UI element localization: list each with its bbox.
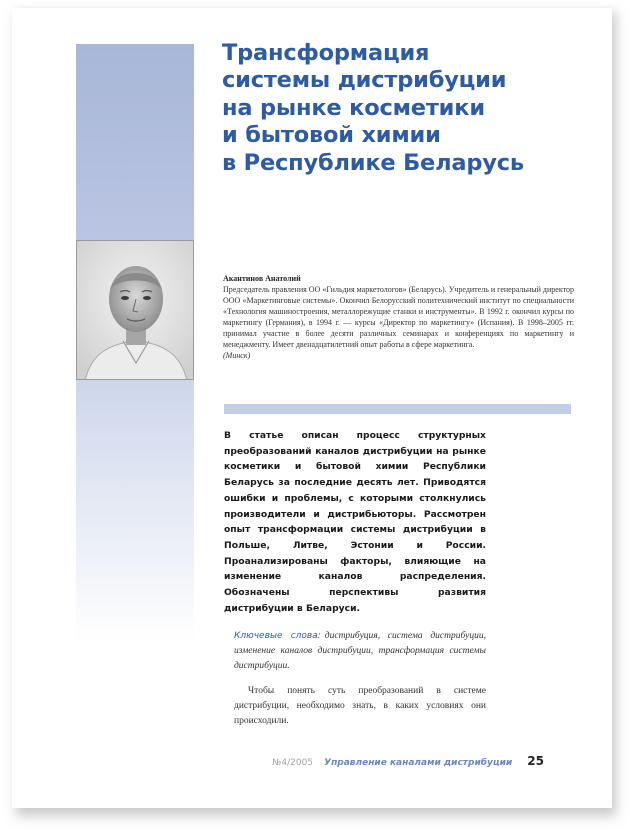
- page-footer: [272, 750, 572, 769]
- keywords-paragraph: [234, 629, 486, 674]
- author-bio: [223, 284, 574, 361]
- author-portrait-image: [77, 241, 194, 380]
- author-city: (Минск): [223, 351, 251, 360]
- abstract-accent-bar: [224, 404, 571, 414]
- magazine-page: [12, 8, 612, 808]
- body-paragraph: Чтобы понять суть преобразований в системе дистрибуции, необходимо знать, в каких условиях они происходили.: [234, 686, 486, 726]
- issue-number: №4/2005: [272, 758, 314, 768]
- author-name: Акантинов Анатолий: [223, 274, 301, 283]
- title-line: Трансформация: [222, 40, 430, 66]
- article-title: [222, 40, 602, 177]
- keywords-text: дистрибуция, система дистрибуции, изменение каналов дистрибуции, трансформация системы дистрибуции.: [234, 631, 486, 671]
- title-line: системы дистрибуции: [222, 67, 507, 94]
- article-abstract: В статье описан процесс структурных преобразований каналов дистрибуции на рынке косметики и бытовой химии Республики Беларусь за последние десять лет. Приводятся ошибки и проблемы, с которыми столкнулись производители и дистрибьюторы. Рассмотрен опыт трансформации системы дистрибуции в Польше, Литве, Эстонии и России. Проанализированы факторы, влияющие на изменение каналов распределения. Обозначены перспективы развития дистрибуции в Беларуси.: [224, 430, 486, 614]
- title-line: в Республике Беларусь: [222, 149, 524, 176]
- title-line: на рынке косметики: [222, 94, 485, 121]
- title-line: и бытовой химии: [222, 122, 441, 149]
- page-number: 25: [527, 754, 544, 768]
- author-photo: [76, 240, 194, 380]
- keywords-label: Ключевые слова:: [234, 631, 321, 641]
- journal-name: Управление каналами дистрибуции: [324, 758, 513, 768]
- author-bio-text: Председатель правления ОО «Гильдия маркетологов» (Беларусь). Учредитель и генеральный директор ООО «Маркетинговые системы». Окончил Белорусский политехнический институт по специальности «Технология машиностроения, металлорежущие станки и инструменты». В 1992 г. окончил курсы по маркетингу (Германия), в 1994 г. — курсы «Директор по маркетингу» (Испания). В 1998–2005 гг. принимал участие в более десяти различных семинарах и конференциях по маркетингу и менеджменту. Имеет двенадцатилетний опыт работы в сфере маркетинга.: [223, 285, 574, 349]
